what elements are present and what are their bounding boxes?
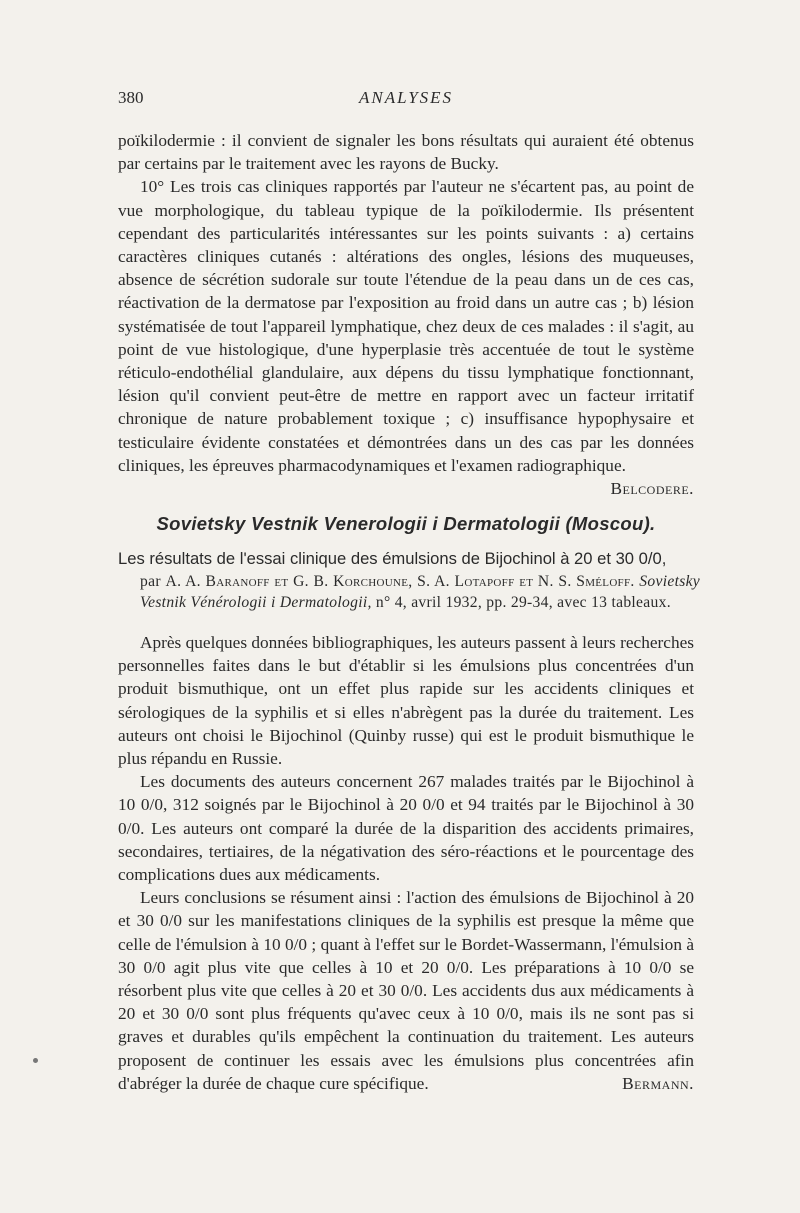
review1-paragraph-1: poïkilodermie : il convient de signaler les bons résultats qui auraient été obtenus par certains par le traitement avec les rayons de Bucky. (118, 131, 694, 174)
review1-signature: Belcodere. (610, 479, 694, 499)
byline-ref-details: n° 4, avril 1932, pp. 29-34, avec 13 tableaux. (375, 594, 671, 611)
review2-paragraph-3 (118, 886, 694, 1095)
article-byline (140, 571, 700, 613)
article-title: Les résultats de l'essai clinique des émulsions de Bijochinol à 20 et 30 0/0, (118, 549, 667, 568)
running-head: ANALYSES (358, 88, 454, 107)
review2-paragraph-1: Après quelques données bibliographiques, les auteurs passent à leurs recherches personnelles faites dans le but d'établir si les émulsions plus concentrées d'un produit bismuthique, ont un effet plus rapide sur les accidents cliniques et sérologiques de la syphilis et si elles n'abrègent pas la durée du traitement. Les auteurs ont choisi le Bijochinol (Quinby russe) qui est le produit bismuthique le plus répandu en Russie. (118, 633, 694, 769)
review2-paragraph-2: Les documents des auteurs concernent 267 malades traités par le Bijochinol à 10 0/0, 312 soignés par le Bijochinol à 20 0/0 et 94 traités par le Bijochinol à 30 0/0. Les auteurs ont comparé la durée de la disparition des accidents primaires, secondaires, tertiaires, de la négativation des séro-réactions et le pourcentage des complications dues aux médicaments. (118, 772, 694, 885)
review-continuation (118, 129, 694, 500)
page-header (118, 88, 694, 112)
review2-paragraph-3-text: Leurs conclusions se résument ainsi : l'action des émulsions de Bijochinol à 20 et 30 0/0 sur les manifestations cliniques de la syphilis est presque la même que celle de l'émulsion à 10 0/0 ; quant à l'effet sur le Bordet-Wassermann, l'émulsion à 30 0/0 agit plus vite que celles à 10 et 20 0/0. Les préparations à 10 0/0 se résorbent plus vite que celles à 20 et 30 0/0. Les accidents dus aux médicaments à 20 et 30 0/0 sont plus fréquents qu'avec ceux à 10 0/0, mais ils ne sont pas si graves et durables qu'ils empêchent la continuation du traitement. Les auteurs proposent de continuer les essais avec les émulsions plus concentrées afin d'abréger la durée de chaque cure spécifique. (118, 888, 694, 1093)
review2-signature: Bermann. (622, 1073, 694, 1093)
review1-paragraph-2 (118, 175, 694, 500)
review2-body (118, 631, 694, 1095)
journal-section-title: Sovietsky Vestnik Venerologii i Dermatologii (Moscou). (156, 513, 656, 534)
byline-par: par (140, 573, 161, 590)
review1-paragraph-2-text: 10° Les trois cas cliniques rapportés par l'auteur ne s'écartent pas, au point de vue morphologique, du tableau typique de la poïkilodermie. Ils présentent cependant des particularités intéressantes sur les points suivants : a) certains caractères cliniques cutanés : altérations des ongles, lésions des muqueuses, absence de sécrétion sudorale sur toute l'étendue de la peau dans un de ces cas, réactivation de la dermatose par l'exposition au froid dans un autre cas ; b) lésion systématisée de tout l'appareil lymphatique, chez deux de ces malades : il s'agit, au point de vue histologique, d'une hyperplasie très accentuée de tout le système réticulo-endothélial glandulaire, aux dépens du tissu lymphatique fonctionnant, lésion qu'il convient peut-être de mettre en rapport avec un facteur irritatif chronique de nature probablement toxique ; c) insuffisance hypophysaire et testiculaire évidente constatées et démontrées dans un des cas par les données cliniques, les épreuves pharmacodynamiques et l'examen radiographique. (118, 177, 694, 475)
margin-mark (33, 1058, 38, 1063)
page-number: 380 (118, 88, 144, 107)
byline-authors: A. A. Baranoff et G. B. Korchoune, S. A. Lotapoff et N. S. Sméloff. (165, 573, 635, 590)
byline-journal-ref: Sovietsky Vestnik Vénérologii i Dermatologii, (140, 573, 701, 611)
